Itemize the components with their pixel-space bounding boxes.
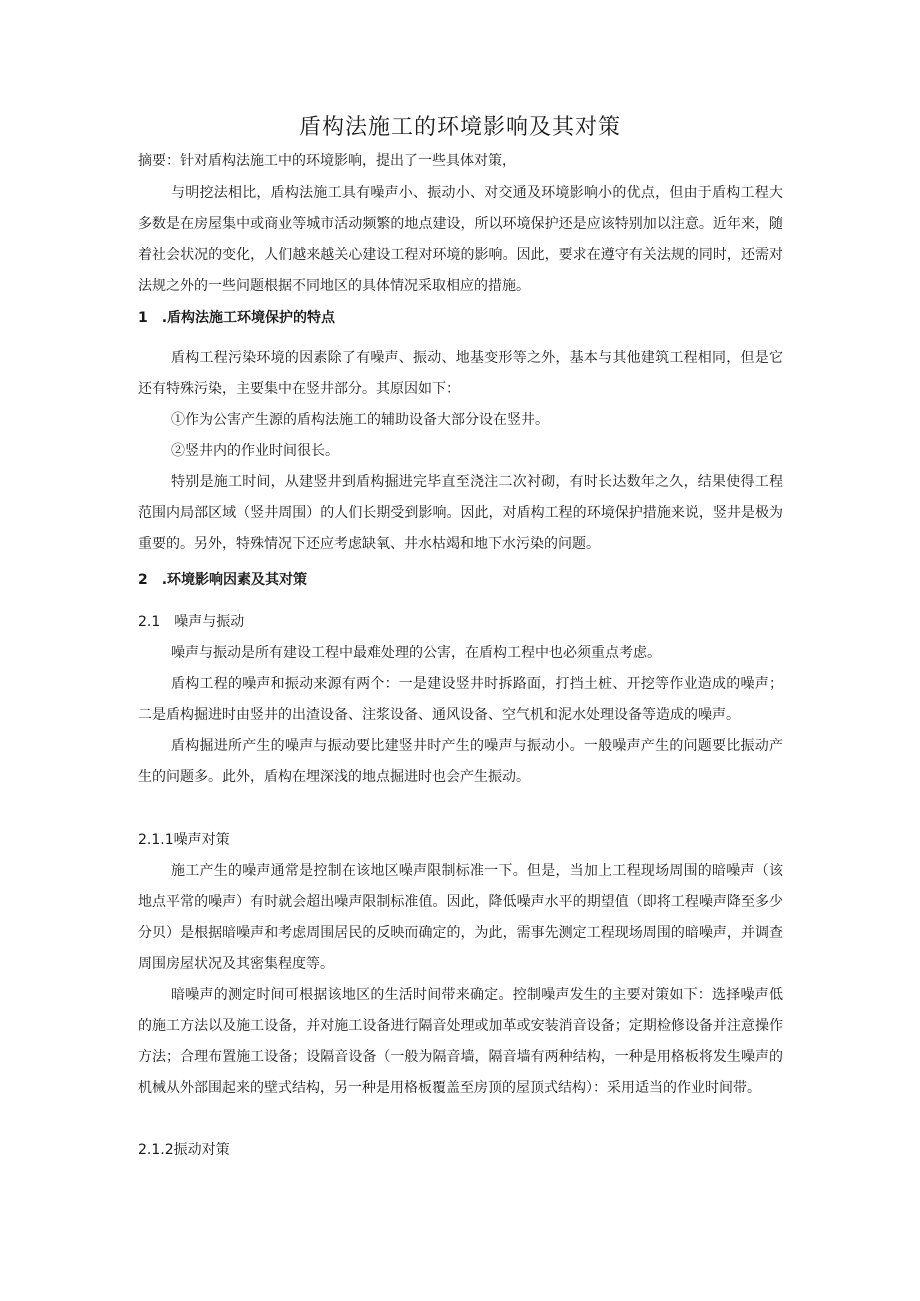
subsection-2-1-1-body bbox=[138, 856, 783, 1104]
section1-body bbox=[138, 343, 783, 560]
section1-paragraph-2: 特别是施工时间，从建竖井到盾构掘进完毕直至浇注二次衬砌，有时长达数年之久，结果使得工程范围内局部区域（竖井周围）的人们长期受到影响。因此，对盾构工程的环境保护措施来说，竖井是极为重要的。另外，特殊情况下还应考虑缺氧、井水枯竭和地下水污染的问题。 bbox=[138, 474, 783, 552]
subsection-2-1-paragraph-1: 噪声与振动是所有建设工程中最难处理的公害，在盾构工程中也必须重点考虑。 bbox=[171, 645, 661, 661]
subsection-2-1-paragraph-3: 盾构掘进所产生的噪声与振动要比建竖井时产生的噪声与振动小。一般噪声产生的问题要比振动产生的问题多。此外，盾构在埋深浅的地点掘进时也会产生振动。 bbox=[138, 738, 783, 785]
abstract-block bbox=[138, 146, 783, 177]
subsection-2-1-1-paragraph-2: 暗噪声的测定时间可根据该地区的生活时间带来确定。控制噪声发生的主要对策如下：选择噪声低的施工方法以及施工设备，并对施工设备进行隔音处理或加革或安装消音设备；定期检修设备并注意操作方法；合理布置施工设备；设隔音设备（一般为隔音墙，隔音墙有两种结构，一种是用格板将发生噪声的机械从外部围起来的壁式结构，另一种是用格板覆盖至房顶的屋顶式结构）：采用适当的作业时间带。 bbox=[138, 987, 783, 1096]
intro-block bbox=[138, 178, 783, 302]
intro-paragraph: 与明挖法相比，盾构法施工具有噪声小、振动小、对交通及环境影响小的优点，但由于盾构工程大多数是在房屋集中或商业等城市活动频繁的地点建设，所以环境保护还是应该特别加以注意。近年来，随着社会状况的变化，人们越来越关心建设工程对环境的影响。因此，要求在遵守有关法规的同时，还需对法规之外的一些问题根据不同地区的具体情况采取相应的措施。 bbox=[138, 185, 783, 294]
section1-list-item-2: ②竖井内的作业时间很长。 bbox=[171, 443, 339, 459]
section1-heading-block bbox=[138, 303, 783, 334]
subsection-2-1-heading-block bbox=[138, 607, 783, 638]
subsection-2-1-2-heading: 2.1.2振动对策 bbox=[138, 1142, 230, 1158]
subsection-2-1-heading: 2.1 噪声与振动 bbox=[138, 614, 245, 630]
section1-list-item-1: ①作为公害产生源的盾构法施工的辅助设备大部分设在竖井。 bbox=[171, 412, 549, 428]
subsection-2-1-body bbox=[138, 638, 783, 793]
subsection-2-1-1-heading-block bbox=[138, 825, 783, 856]
section1-paragraph-1: 盾构工程污染环境的因素除了有噪声、振动、地基变形等之外，基本与其他建筑工程相同，但是它还有特殊污染，主要集中在竖井部分。其原因如下： bbox=[138, 350, 783, 397]
subsection-2-1-1-heading: 2.1.1噪声对策 bbox=[138, 832, 230, 848]
abstract-text: 摘要：针对盾构法施工中的环境影响，提出了一些具体对策， bbox=[138, 153, 516, 169]
document-title: 盾构法施工的环境影响及其对策 bbox=[298, 115, 621, 140]
subsection-2-1-paragraph-2: 盾构工程的噪声和振动来源有两个：一是建设竖井时拆路面，打挡土桩、开挖等作业造成的噪声；二是盾构掘进时由竖井的出渣设备、注浆设备、通风设备、空气机和泥水处理设备等造成的噪声。 bbox=[138, 676, 783, 723]
section1-heading: 1 .盾构法施工环境保护的特点 bbox=[138, 310, 336, 326]
subsection-2-1-1-paragraph-1: 施工产生的噪声通常是控制在该地区噪声限制标准一下。但是，当加上工程现场周围的暗噪声（该地点平常的噪声）有时就会超出噪声限制标准值。因此，降低噪声水平的期望值（即将工程噪声降至多少分贝）是根据暗噪声和考虑周围居民的反映而确定的，为此，需事先测定工程现场周围的暗噪声，并调查周围房屋状况及其密集程度等。 bbox=[138, 863, 783, 972]
subsection-2-1-2-heading-block bbox=[138, 1135, 783, 1166]
section2-heading: 2 .环境影响因素及其对策 bbox=[138, 572, 308, 588]
section2-heading-block bbox=[138, 565, 783, 596]
